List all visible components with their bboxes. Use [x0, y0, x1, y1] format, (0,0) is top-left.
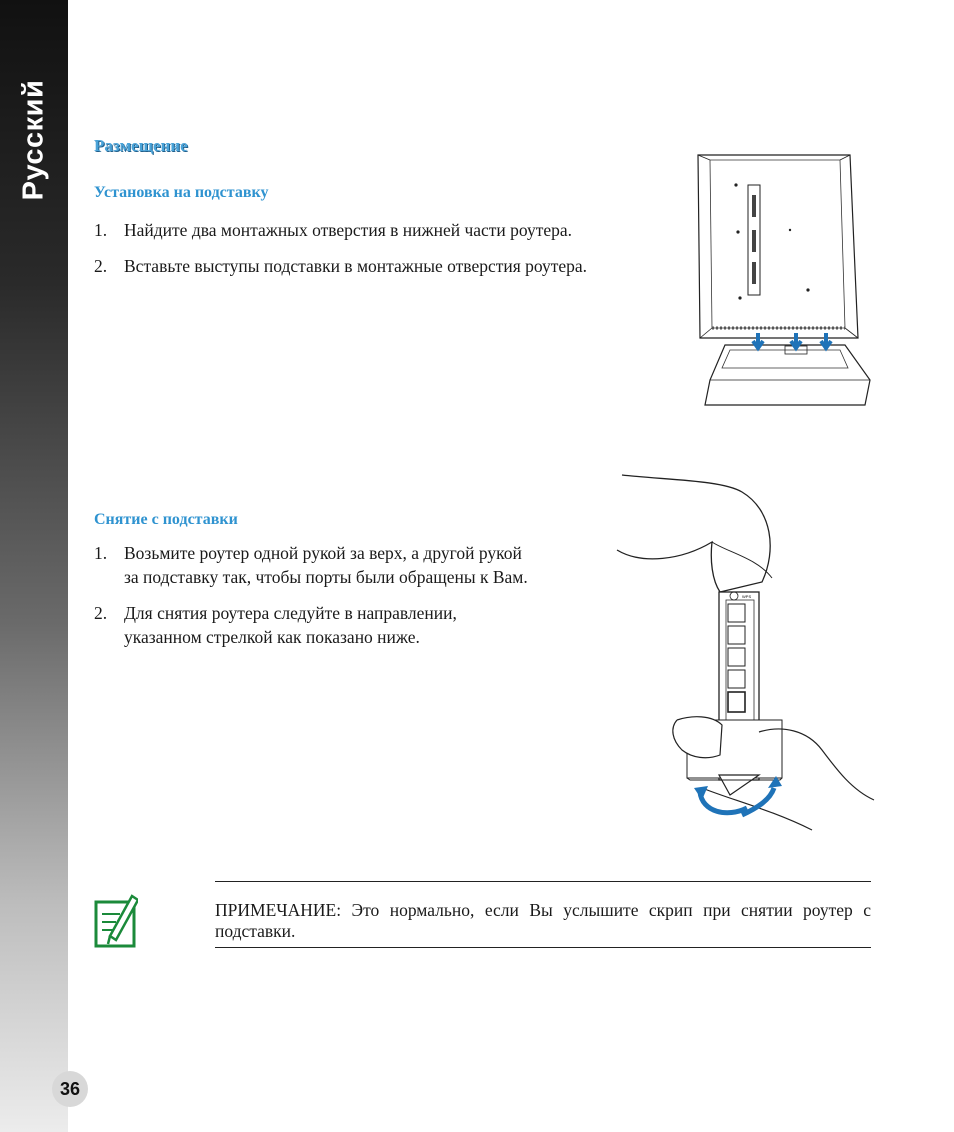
router-stand-install-illustration: [690, 150, 880, 410]
step-number: 1.: [94, 543, 108, 563]
page-number: 36: [52, 1071, 88, 1107]
router-stand-remove-illustration: [612, 470, 877, 840]
remove-steps: [94, 541, 624, 661]
step-number: 2.: [94, 603, 108, 623]
install-heading: Установка на подставку: [94, 184, 269, 201]
language-sidebar: [0, 0, 68, 1132]
step-text: Вставьте выступы подставки в монтажные отверстия роутера.: [124, 256, 588, 276]
step-text-line: указанном стрелкой как показано ниже.: [124, 627, 420, 647]
wps-label: WPS: [742, 594, 752, 599]
step-number: 2.: [94, 256, 108, 276]
step-text: Найдите два монтажных отверстия в нижней части роутера.: [124, 220, 573, 240]
step-text-line: Для снятия роутера следуйте в направлении,: [124, 603, 457, 623]
note-top-rule: [215, 881, 871, 882]
install-step: [94, 254, 694, 278]
install-step: [94, 218, 694, 242]
install-steps: [94, 218, 694, 290]
note-pencil-icon: [94, 892, 138, 948]
note-text: ПРИМЕЧАНИЕ: Это нормально, если Вы услышите скрип при снятии роутер с подставки.: [215, 900, 871, 941]
step-text-line: за подставку так, чтобы порты были обращены к Вам.: [124, 567, 528, 587]
remove-step: [94, 541, 624, 589]
note-bottom-rule: [215, 947, 871, 948]
remove-step: [94, 601, 624, 649]
language-label: Русский: [17, 79, 50, 201]
step-text-line: Возьмите роутер одной рукой за верх, а другой рукой: [124, 543, 522, 563]
remove-heading: Снятие с подставки: [94, 511, 238, 528]
step-number: 1.: [94, 220, 108, 240]
section-title: Размещение: [94, 136, 188, 155]
